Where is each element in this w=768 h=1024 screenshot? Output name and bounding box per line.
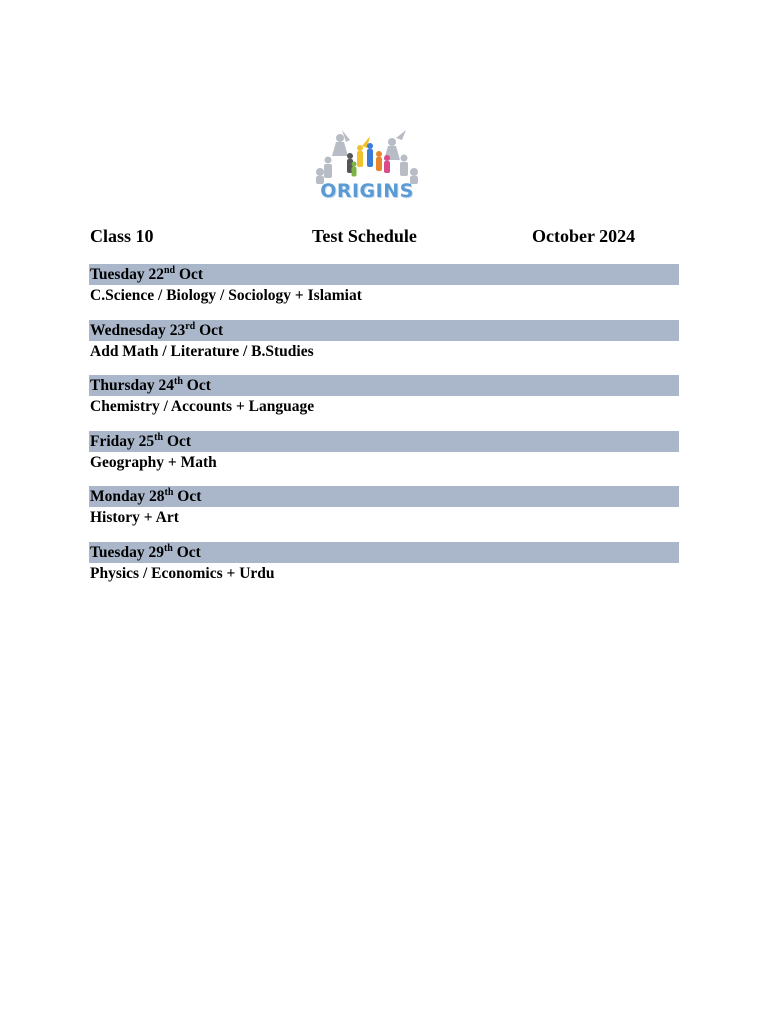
day-heading	[89, 431, 679, 452]
day-heading	[89, 542, 679, 563]
subjects-line: History + Art	[90, 509, 179, 527]
schedule-period: October 2024	[532, 226, 636, 246]
subjects-line: Geography + Math	[90, 453, 217, 471]
children-silhouette-icon	[306, 126, 428, 186]
document-header	[90, 226, 680, 250]
day-number: 22	[148, 266, 164, 283]
day-heading	[89, 264, 679, 285]
day-heading	[89, 375, 679, 396]
page-title: Test Schedule	[312, 226, 417, 246]
day-number: 23	[169, 321, 186, 339]
day-suffix: th	[163, 542, 173, 554]
day-suffix: rd	[185, 320, 196, 332]
day-heading	[89, 486, 679, 507]
weekday: Friday	[90, 432, 135, 450]
subjects-line: C.Science / Biology / Sociology + Islamiat	[90, 287, 362, 304]
month: Oct	[166, 432, 192, 450]
subjects-line: Chemistry / Accounts + Language	[90, 398, 315, 416]
schedule-entry	[89, 320, 679, 376]
schedule-entry	[89, 431, 679, 487]
logo-wordmark: ORIGINS	[320, 180, 414, 202]
schedule-entry	[89, 264, 679, 320]
weekday: Tuesday	[90, 266, 145, 283]
schedule-entry	[89, 486, 679, 542]
day-suffix: nd	[163, 265, 176, 276]
month: Oct	[178, 266, 204, 283]
day-number: 24	[158, 377, 174, 395]
weekday: Thursday	[90, 377, 155, 395]
day-number: 29	[148, 543, 164, 561]
subjects-line: Add Math / Literature / B.Studies	[90, 342, 314, 360]
weekday: Tuesday	[90, 543, 145, 561]
day-number: 25	[138, 432, 155, 450]
weekday: Monday	[90, 488, 146, 506]
subjects-line: Physics / Economics + Urdu	[90, 564, 275, 582]
schedule-entry	[89, 542, 679, 598]
month: Oct	[177, 488, 202, 506]
test-schedule-list	[89, 264, 679, 598]
day-suffix: th	[154, 431, 164, 443]
class-label: Class 10	[90, 226, 154, 246]
origins-logo	[306, 126, 428, 214]
month: Oct	[199, 321, 224, 339]
weekday: Wednesday	[90, 321, 166, 339]
day-suffix: th	[174, 376, 183, 388]
day-heading	[89, 320, 679, 341]
schedule-entry	[89, 375, 679, 431]
day-number: 28	[149, 488, 165, 506]
month: Oct	[186, 377, 211, 395]
month: Oct	[176, 543, 201, 561]
day-suffix: th	[164, 487, 174, 499]
